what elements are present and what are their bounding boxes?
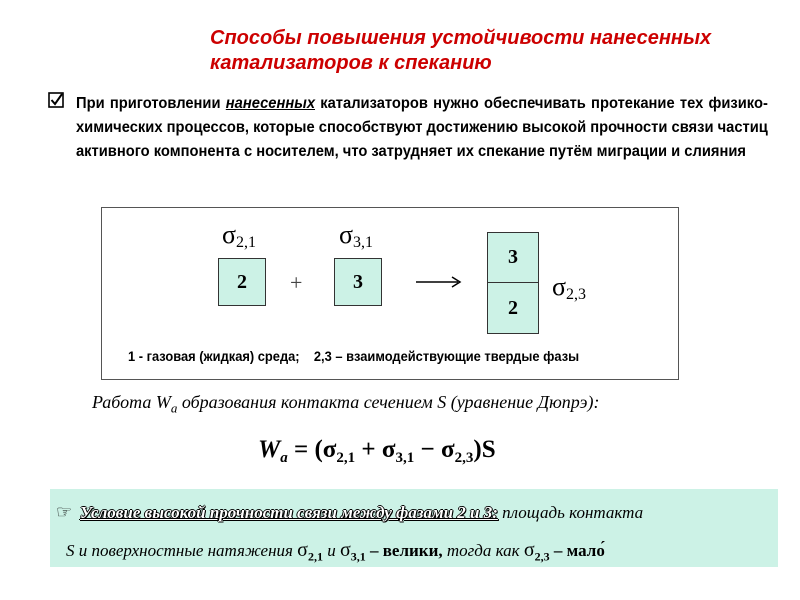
- condition-tail: площадь контакта: [497, 503, 644, 522]
- title-line-2: катализаторов к спеканию: [210, 52, 492, 74]
- arrow-right-icon: [414, 275, 464, 289]
- stacked-box-2: 2: [487, 282, 539, 334]
- condition-line-1: [66, 503, 643, 523]
- pointing-hand-icon: ☞: [56, 502, 73, 522]
- phases-diagram: [101, 207, 679, 380]
- para-text-before: При приготовлении: [76, 95, 226, 112]
- condition-heading: Условие высокой прочности связи между фазами 2 и 3:: [80, 503, 498, 522]
- dupre-equation: $W_a = (\sigma_{2,1} + \sigma_{3,1} - \sigma_{2,3})S$: [258, 436, 496, 466]
- phase-box-2: 2: [218, 258, 266, 306]
- stacked-box-3: 3: [487, 232, 539, 283]
- diagram-legend: 1 - газовая (жидкая) среда; 2,3 – взаимодействующие твердые фазы: [128, 348, 580, 364]
- sigma-2-3: $\sigma_{2,3}$: [552, 272, 587, 303]
- work-caption: Работа $W_a$ образования контакта сечением S (уравнение Дюпрэ):: [92, 392, 600, 416]
- title-line-1: Способы повышения устойчивости нанесенных: [210, 27, 712, 49]
- phase-box-3: 3: [334, 258, 382, 306]
- checkbox-icon: [48, 92, 64, 108]
- condition-line-2: S и поверхностные натяжения $\sigma_{2,1}$ и $\sigma_{3,1}$ – велики, тогда как $\sigma_{2,3}$ – мало́: [66, 539, 605, 564]
- plus-sign: +: [290, 270, 303, 295]
- slide-title: [210, 26, 768, 76]
- para-text-after: катализаторов нужно обеспечивать протекание тех физико-химических процессов, которые способствуют достижению высокой прочности связи частиц активного компонента с носителем, что затрудняет их спекание путём миграции и слияния: [76, 95, 768, 160]
- condition-panel: [50, 489, 778, 567]
- para-emphasis: нанесенных: [225, 95, 316, 112]
- sigma-3-1: $\sigma_{3,1}$: [339, 220, 374, 251]
- intro-paragraph: [76, 92, 768, 164]
- sigma-2-1: $\sigma_{2,1}$: [222, 220, 257, 251]
